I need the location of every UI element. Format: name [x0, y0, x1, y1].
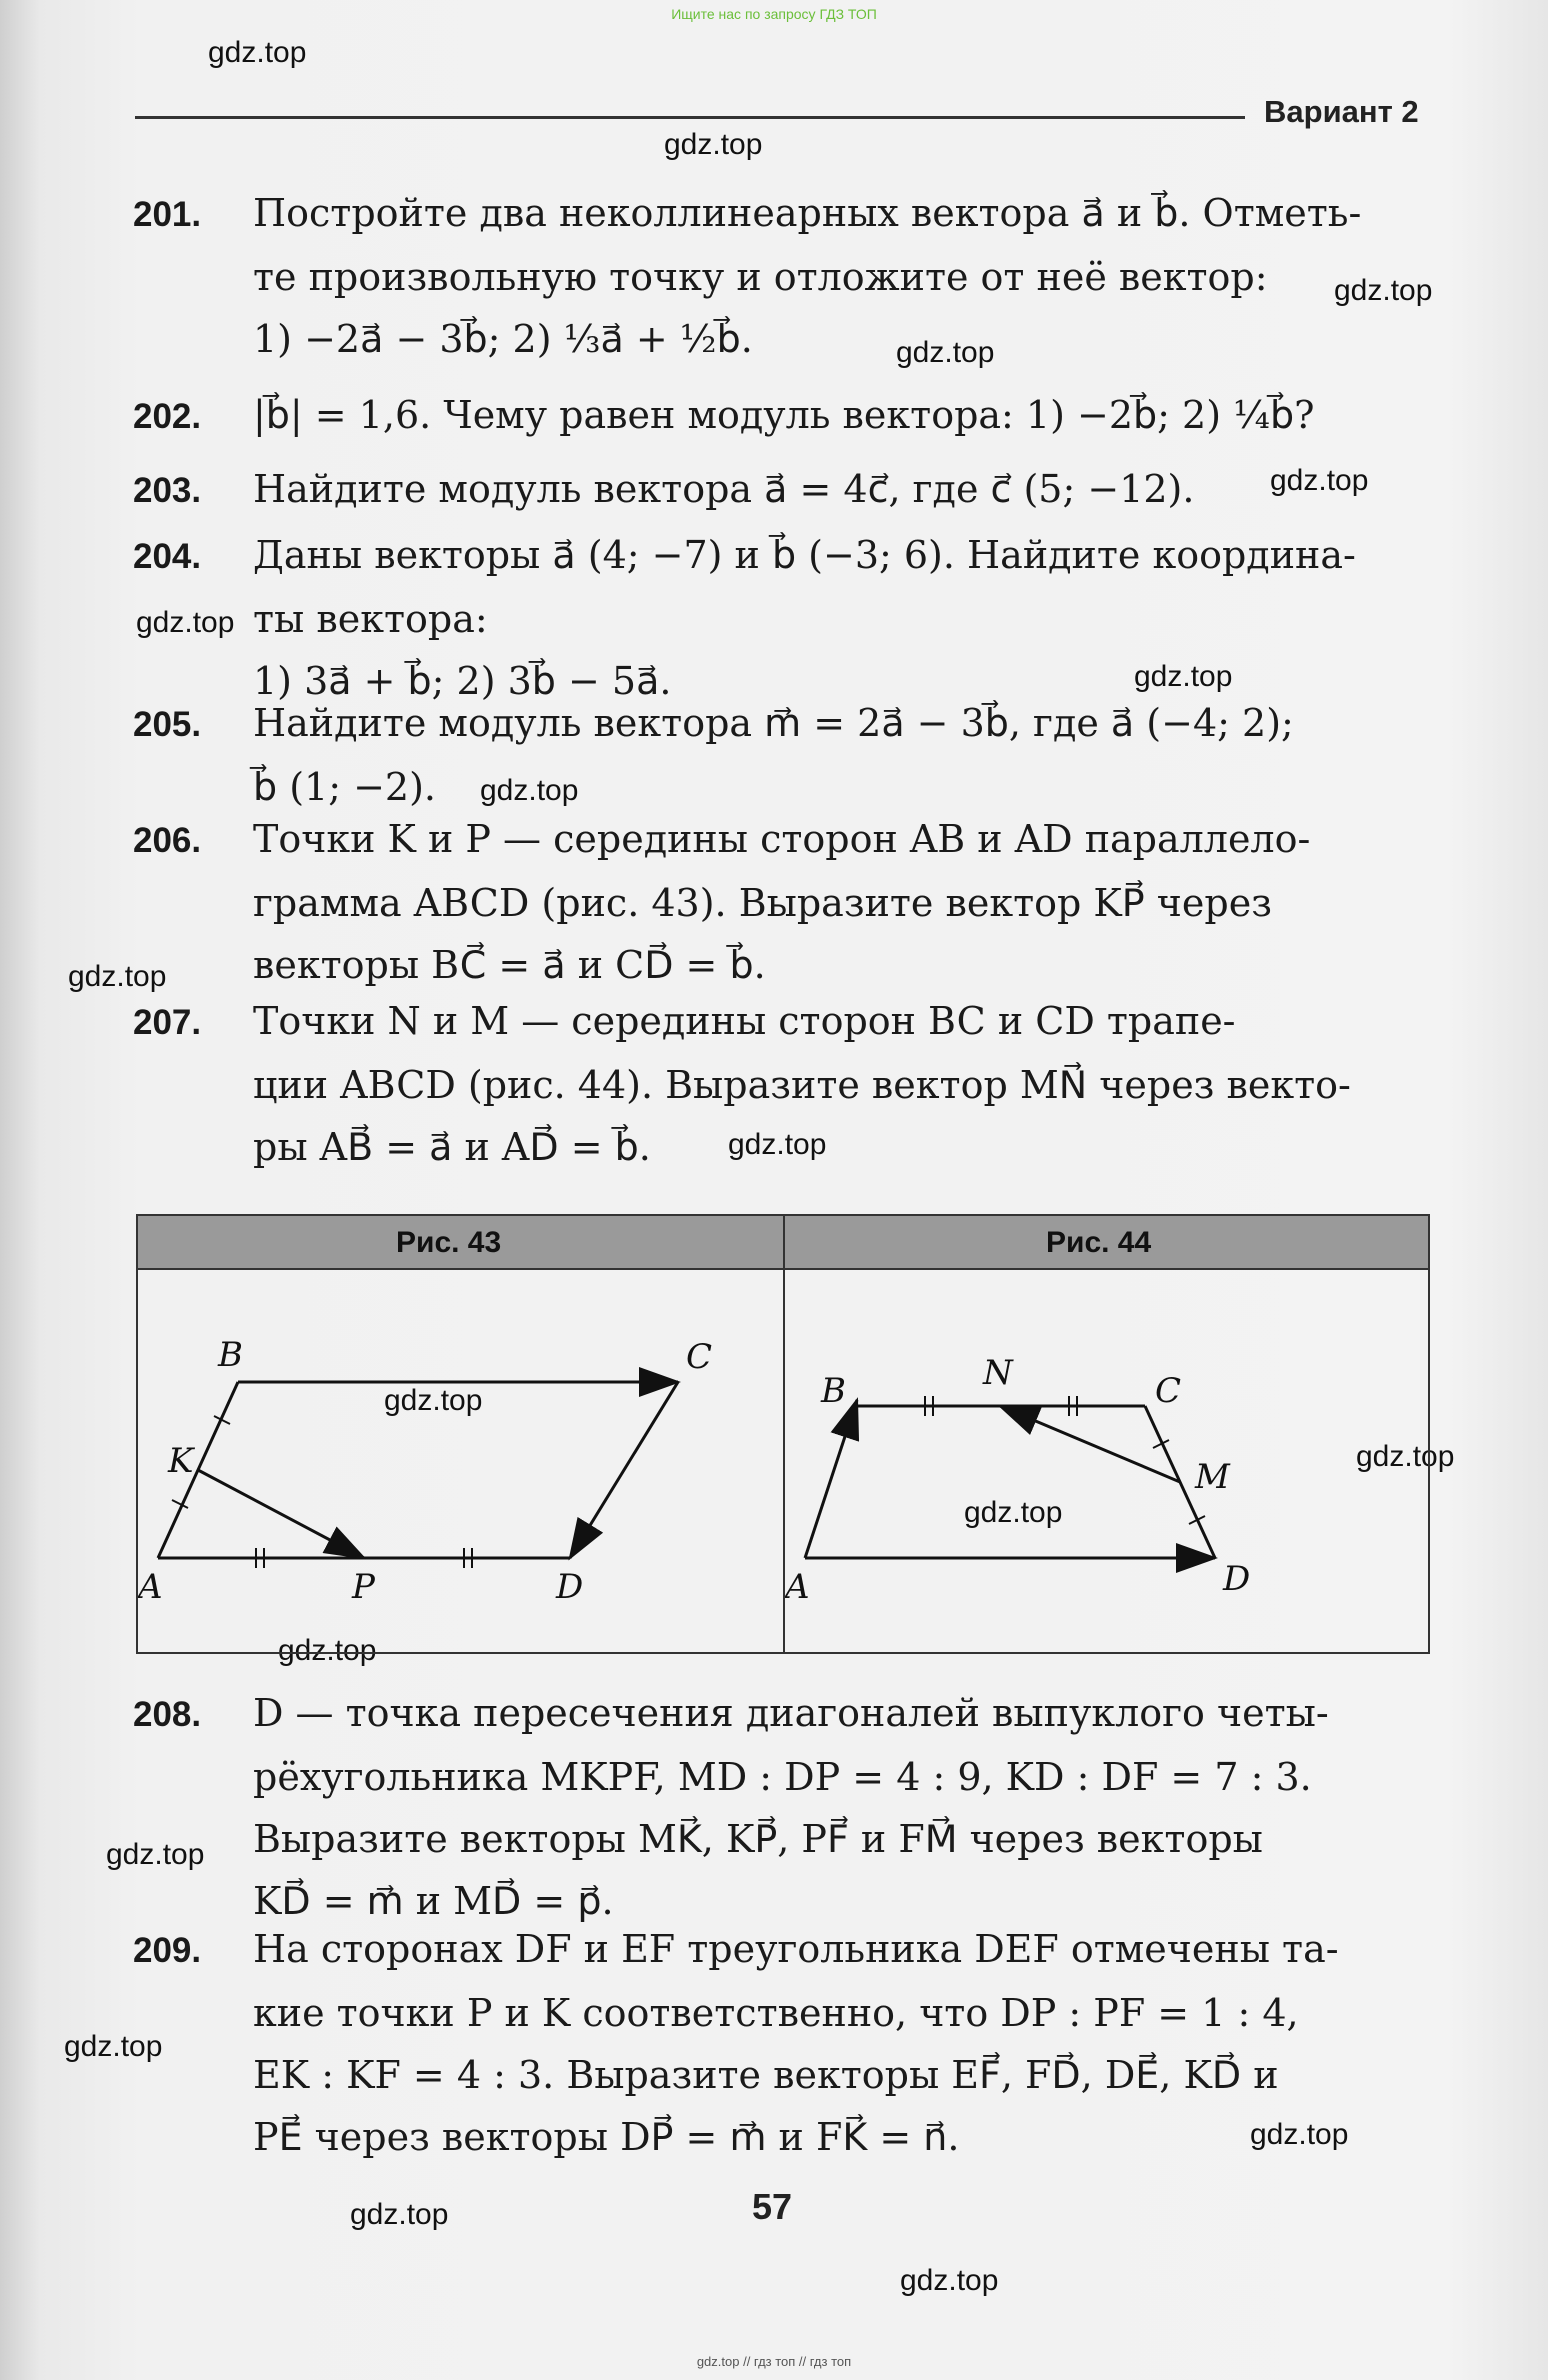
problem-text: PE⃗ через векторы DP⃗ = m⃗ и FK⃗ = n⃗.	[253, 2115, 960, 2159]
problem-text: грамма ABCD (рис. 43). Выразите вектор KP⃗ через	[253, 881, 1272, 925]
problem-number: 206.	[133, 821, 202, 860]
vector-kp	[198, 1470, 364, 1558]
problem-207	[133, 990, 1433, 1178]
watermark: gdz.top	[64, 2030, 163, 2063]
problem-number: 204.	[133, 537, 202, 576]
problem-number: 207.	[133, 1003, 202, 1042]
problem-text: b⃗ (1; −2).	[253, 765, 437, 809]
watermark: gdz.top	[136, 606, 235, 639]
point-label: B	[821, 1371, 846, 1411]
problem-number: 203.	[133, 471, 202, 510]
problem-text: Выразите векторы MK⃗, KP⃗, PF⃗ и FM⃗ через векторы	[253, 1817, 1263, 1861]
watermark: gdz.top	[68, 960, 167, 993]
point-label: B	[218, 1335, 243, 1375]
watermark: gdz.top	[278, 1634, 377, 1667]
problem-text: D — точка пересечения диагоналей выпуклого четы-	[253, 1691, 1329, 1735]
watermark: gdz.top	[106, 1838, 205, 1871]
problem-text: KD⃗ = m⃗ и MD⃗ = p⃗.	[253, 1879, 614, 1923]
problem-text: EK : KF = 4 : 3. Выразите векторы EF⃗, FD⃗, DE⃗, KD⃗ и	[253, 2053, 1279, 2097]
watermark: gdz.top	[1334, 274, 1433, 307]
problem-number: 205.	[133, 705, 202, 744]
problem-text: кие точки P и K соответственно, что DP : PF = 1 : 4,	[253, 1991, 1299, 2035]
fig44-label: Рис. 44	[1046, 1226, 1152, 1259]
watermark: gdz.top	[1134, 660, 1233, 693]
problem-205	[133, 692, 1433, 818]
watermark: gdz.top	[350, 2198, 449, 2231]
fig44-diagram	[785, 1268, 1428, 1652]
problem-number: 208.	[133, 1695, 202, 1734]
problem-text: те произвольную точку и отложите от неё вектор:	[253, 255, 1268, 299]
vector-ab	[805, 1400, 857, 1558]
problem-text: ции ABCD (рис. 44). Выразите вектор MN⃗ через векто-	[253, 1063, 1351, 1107]
header-rule	[135, 116, 1245, 119]
watermark: gdz.top	[900, 2264, 999, 2297]
point-label: D	[556, 1567, 584, 1607]
figures-box	[136, 1214, 1430, 1654]
watermark: gdz.top	[664, 128, 763, 161]
variant-title: Вариант 2	[1264, 94, 1419, 129]
watermark: gdz.top	[1250, 2118, 1349, 2151]
watermark: gdz.top	[728, 1128, 827, 1161]
point-label: C	[1155, 1371, 1182, 1411]
problem-text: Точки K и P — середины сторон AB и AD параллело-	[253, 817, 1311, 861]
watermark: gdz.top	[384, 1384, 483, 1417]
problem-text: На сторонах DF и EF треугольника DEF отмечены та-	[253, 1927, 1339, 1971]
vector-cd	[570, 1382, 678, 1558]
point-label: C	[686, 1337, 713, 1377]
point-label: N	[983, 1353, 1013, 1393]
problem-number: 202.	[133, 397, 202, 436]
vector-mn	[1000, 1406, 1180, 1482]
problem-text: ты вектора:	[253, 597, 488, 641]
watermark: gdz.top	[1270, 464, 1369, 497]
problem-202	[133, 384, 1433, 448]
page-number: 57	[752, 2186, 793, 2227]
problem-text: Найдите модуль вектора a⃗ = 4c⃗, где c⃗ (5; −12).	[253, 467, 1195, 511]
point-label: P	[352, 1567, 375, 1607]
problem-text: векторы BC⃗ = a⃗ и CD⃗ = b⃗.	[253, 943, 766, 987]
fig43-label: Рис. 43	[396, 1226, 502, 1259]
problem-201	[133, 182, 1433, 370]
watermark: gdz.top	[896, 336, 995, 369]
fig43-diagram	[138, 1268, 783, 1652]
problem-text: |b⃗| = 1,6. Чему равен модуль вектора: 1) −2b⃗; 2) ¼b⃗?	[253, 393, 1315, 437]
problem-208	[133, 1682, 1433, 1932]
point-label: D	[1223, 1559, 1251, 1599]
watermark: gdz.top	[1356, 1440, 1455, 1473]
problem-text: 1) −2a⃗ − 3b⃗; 2) ⅓a⃗ + ½b⃗.	[253, 317, 753, 361]
problem-text: рёхугольника MKPF, MD : DP = 4 : 9, KD : DF = 7 : 3.	[253, 1755, 1312, 1799]
problem-text: 1) 3a⃗ + b⃗; 2) 3b⃗ − 5a⃗.	[253, 659, 672, 703]
problem-number: 209.	[133, 1931, 202, 1970]
problem-text: Даны векторы a⃗ (4; −7) и b⃗ (−3; 6). Найдите координа-	[253, 533, 1356, 577]
problem-text: Точки N и M — середины сторон BC и CD трапе-	[253, 999, 1236, 1043]
watermark: gdz.top	[480, 774, 579, 807]
problem-text: ры AB⃗ = a⃗ и AD⃗ = b⃗.	[253, 1125, 651, 1169]
problem-204	[133, 524, 1433, 712]
problem-number: 201.	[133, 195, 202, 234]
problem-text: Постройте два неколлинеарных вектора a⃗ и b⃗. Отметь-	[253, 191, 1362, 235]
problem-203	[133, 458, 1433, 522]
point-label: M	[1195, 1457, 1230, 1497]
watermark: gdz.top	[208, 36, 307, 69]
point-label: K	[168, 1441, 194, 1481]
top-note: Ищите нас по запросу ГДЗ ТОП	[671, 6, 877, 22]
problem-text: Найдите модуль вектора m⃗ = 2a⃗ − 3b⃗, где a⃗ (−4; 2);	[253, 701, 1294, 745]
point-label: A	[785, 1567, 810, 1607]
watermark: gdz.top	[964, 1496, 1063, 1529]
problem-206	[133, 808, 1433, 996]
point-label: A	[138, 1567, 163, 1607]
problem-209	[133, 1918, 1433, 2168]
bottom-note: gdz.top // гдз топ // гдз топ	[696, 2354, 852, 2369]
